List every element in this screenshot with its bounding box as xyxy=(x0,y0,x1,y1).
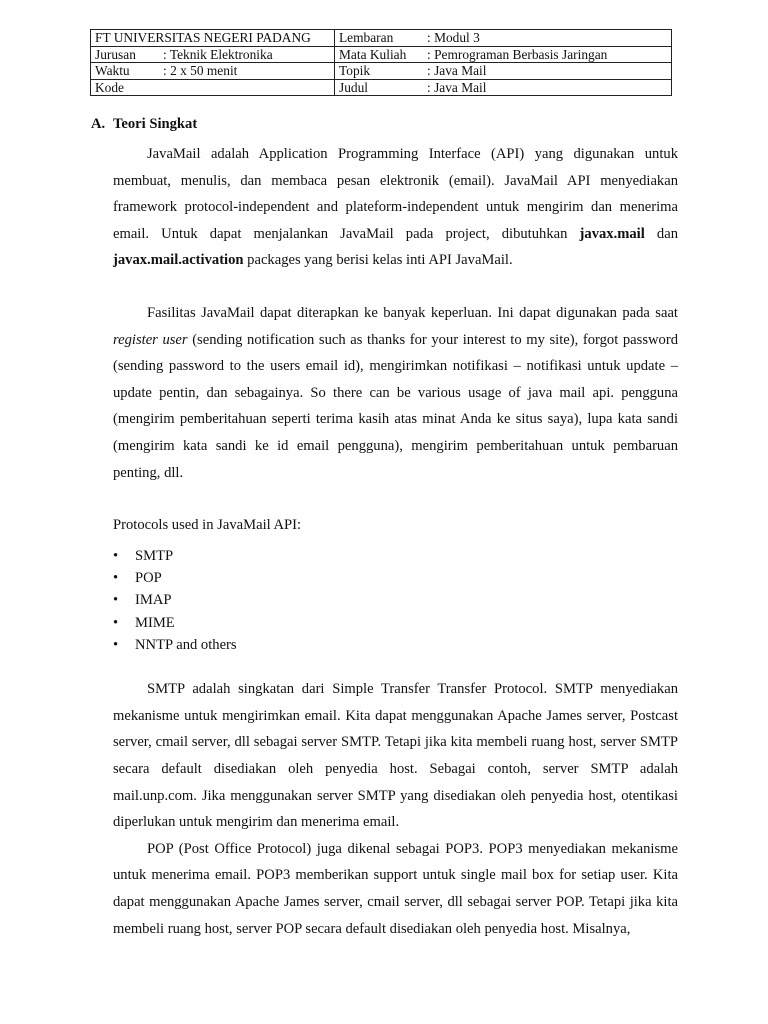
header-value: : Java Mail xyxy=(427,63,487,78)
header-row xyxy=(91,79,672,96)
header-key: Lembaran xyxy=(339,30,394,45)
header-key: Waktu xyxy=(95,63,130,78)
header-value: : Java Mail xyxy=(427,79,487,95)
list-item xyxy=(113,589,678,611)
spacer xyxy=(113,656,678,676)
paragraph-text: dan xyxy=(644,225,678,242)
paragraph-text: JavaMail adalah Application Programming Interface (API) yang digunakan untuk membuat, menulis, dan membaca pesan elektronik (email). JavaMail API menyediakan framework protocol-independent and plateform-independent untuk mengirim dan menerima email. Untuk dapat menjalankan JavaMail pada project, dibutuhkan xyxy=(113,146,678,242)
institution-name: FT UNIVERSITAS NEGERI PADANG xyxy=(95,30,311,45)
list-item-text: NNTP and others xyxy=(135,636,237,653)
header-row xyxy=(91,30,672,47)
header-value: : 2 x 50 menit xyxy=(163,63,238,78)
list-item-text: IMAP xyxy=(135,592,172,609)
header-value: : Modul 3 xyxy=(427,30,480,45)
bullet-icon: • xyxy=(113,636,119,653)
list-item-text: MIME xyxy=(135,614,175,631)
spacer xyxy=(113,274,678,300)
header-row xyxy=(91,63,672,80)
bold-term: javax.mail xyxy=(579,225,645,242)
protocols-intro: Protocols used in JavaMail API: xyxy=(113,517,302,534)
paragraph-javamail-intro xyxy=(113,141,678,274)
italic-term: register user xyxy=(113,331,188,348)
bullet-icon: • xyxy=(113,592,119,609)
header-row xyxy=(91,46,672,63)
bullet-icon: • xyxy=(113,614,119,631)
module-header-table xyxy=(90,29,672,96)
header-value: : Pemrograman Berbasis Jaringan xyxy=(427,46,608,62)
paragraph-pop: POP (Post Office Protocol) juga dikenal sebagai POP3. POP3 menyediakan mekanisme untuk menerima email. POP3 memberikan support untuk single mail box for setiap user. Kita dapat menggunakan Apache James server, cmail server, dll sebagai server POP. Tetapi jika kita membeli ruang host, server POP secara default disediakan oleh penyedia host. Misalnya, xyxy=(113,840,678,937)
header-cell-mata-kuliah xyxy=(335,46,672,63)
header-cell-kode xyxy=(91,79,335,96)
header-key: Mata Kuliah xyxy=(339,46,407,62)
header-cell-waktu xyxy=(91,63,335,80)
header-key: Jurusan xyxy=(95,46,136,62)
header-cell-lembaran xyxy=(335,30,672,47)
spacer xyxy=(113,486,678,512)
header-key: Judul xyxy=(339,79,369,95)
protocol-list xyxy=(113,545,678,656)
header-cell-jurusan xyxy=(91,46,335,63)
list-item xyxy=(113,634,678,656)
paragraph-text: (sending notification such as thanks for your interest to my site), forgot password (sending password to the users email id), mengirimkan notifikasi – notifikasi untuk update – update pentin, dan sebagainya. So there can be various usage of java mail api. pengguna (mengirim pemberitahuan seperti terima kasih atas minat Anda ke situs saya), lupa kata sandi (mengirim kata sandi ke id email pengguna), mengirim pemberitahuan untuk pembaruan penting, dll. xyxy=(113,331,678,481)
header-cell-institution xyxy=(91,30,335,47)
paragraph-text: Fasilitas JavaMail dapat diterapkan ke banyak keperluan. Ini dapat digunakan pada saat xyxy=(147,304,678,321)
header-key: Kode xyxy=(95,79,125,95)
list-item-text: SMTP xyxy=(135,547,174,564)
section-title: Teori Singkat xyxy=(113,116,198,132)
header-value: : Teknik Elektronika xyxy=(163,46,273,62)
paragraph-javamail-uses xyxy=(113,300,678,486)
bullet-icon: • xyxy=(113,570,119,587)
header-key: Topik xyxy=(339,63,371,78)
header-cell-topik xyxy=(335,63,672,80)
paragraph-text: packages yang berisi kelas inti API JavaMail. xyxy=(243,252,513,269)
list-item xyxy=(113,545,678,567)
list-item-text: POP xyxy=(135,570,162,587)
list-item xyxy=(113,567,678,589)
section-heading xyxy=(91,116,197,133)
bold-term: javax.mail.activation xyxy=(113,252,244,269)
section-number: A. xyxy=(91,116,106,132)
header-cell-judul xyxy=(335,79,672,96)
document-body xyxy=(113,141,678,942)
paragraph-smtp: SMTP adalah singkatan dari Simple Transfer Transfer Protocol. SMTP menyediakan mekanisme untuk mengirimkan email. Kita dapat menggunakan Apache James server, Postcast server, cmail server, dll sebagai server SMTP. Tetapi jika kita membeli ruang host, server SMTP secara default disediakan oleh penyedia host. Sebagai contoh, server SMTP adalah mail.unp.com. Jika menggunakan server SMTP yang disediakan oleh penyedia host, otentikasi diperlukan untuk mengirim dan menerima email. xyxy=(113,681,678,831)
bullet-icon: • xyxy=(113,547,119,564)
list-item xyxy=(113,612,678,634)
